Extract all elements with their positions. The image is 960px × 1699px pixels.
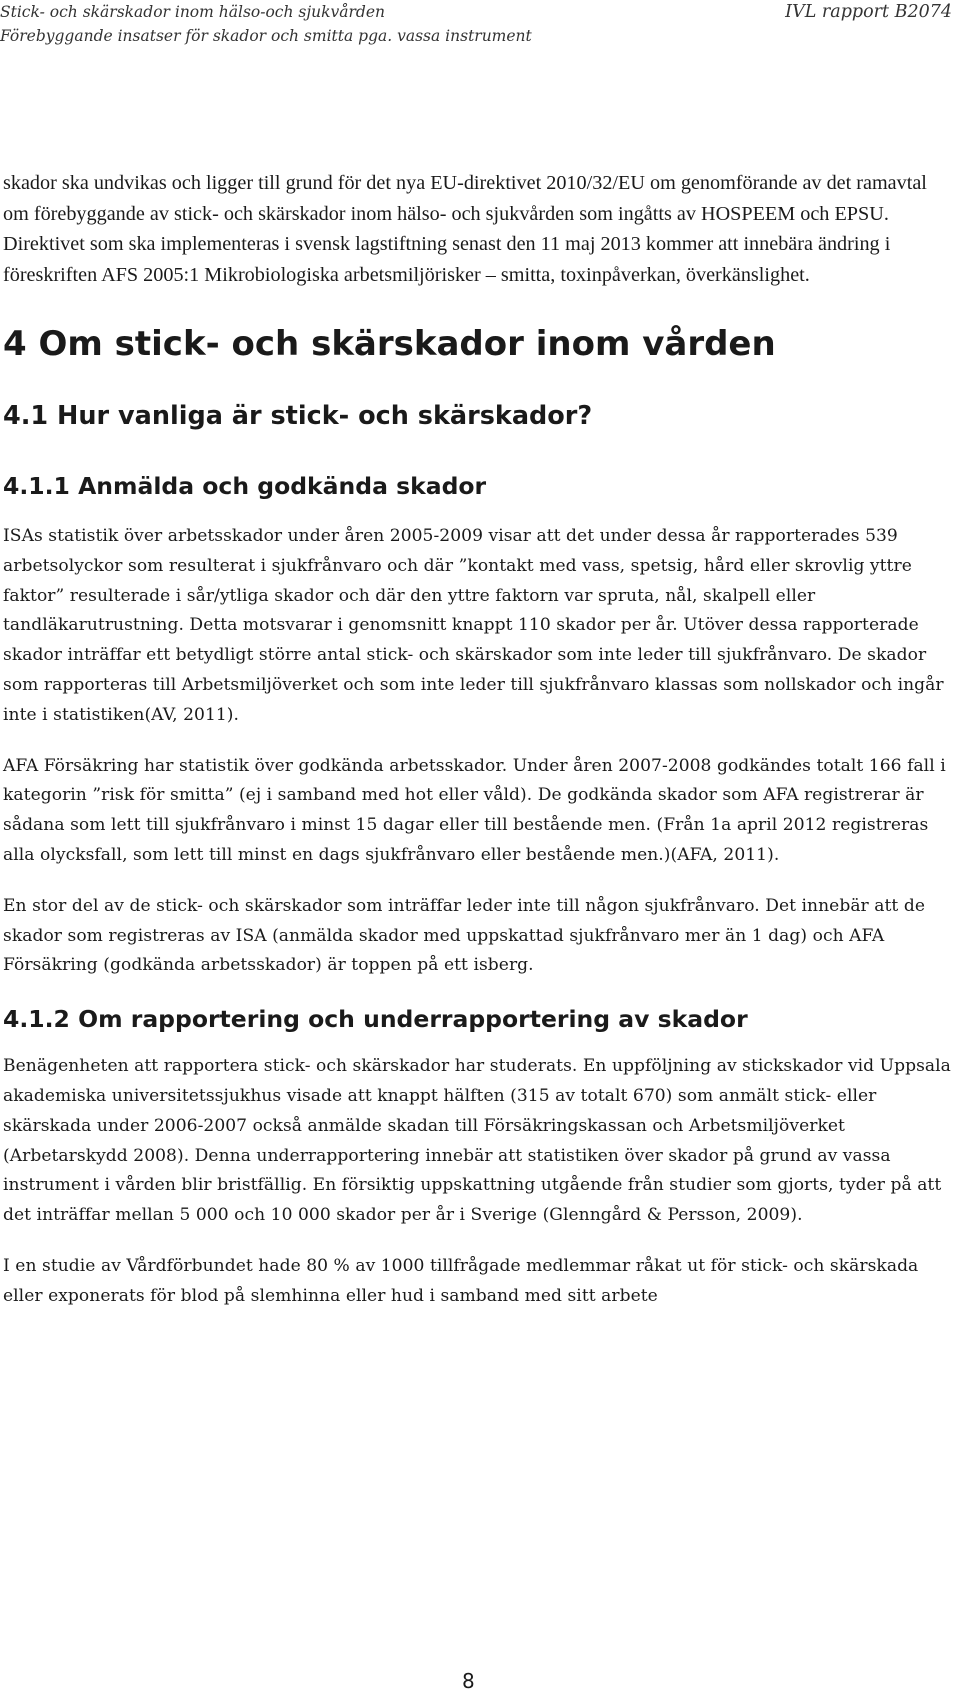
subsection-heading: 4.1.1 Anmälda och godkända skador — [3, 472, 487, 500]
intro-paragraph: skador ska undvikas och ligger till grund för det nya EU-direktivet 2010/32/EU om genomförande av det ramavtal om förebyggande av stick- och skärskador inom hälso- och sjukvården som ingåtts av HOSPEEM och EPSU. Direktivet som ska implementeras i svensk lagstiftning senast den 11 maj 2013 kommer att innebära ändring i föreskriften AFS 2005:1 Mikrobiologiska arbetsmiljörisker – smitta, toxinpåverkan, överkänslighet. — [3, 172, 927, 286]
vardforbundet-paragraph: I en studie av Vårdförbundet hade 80 % av 1000 tillfrågade medlemmar råkat ut för stick- och skärskada eller exponerats för blod på slemhinna eller hud i samband med sitt arbete — [3, 1255, 919, 1306]
isa-statistics-paragraph: ISAs statistik över arbetsskador under åren 2005-2009 visar att det under dessa år rapporterades 539 arbetsolyckor som resulterat i sjukfrånvaro och där ”kontakt med vass, spetsig, hård eller skrovlig yttre faktor” resulterade i sår/ytliga skador och där den yttre faktorn var spruta, nål, skalpell eller tandläkarutrustning. Detta motsvarar i genomsnitt knappt 110 skador per år. Utöver dessa rapporterade skador inträffar ett betydligt större antal stick- och skärskador som inte leder till sjukfrånvaro. De skador som rapporteras till Arbetsmiljöverket och som inte leder till sjukfrånvaro klassas som nollskador och ingår inte i statistiken(AV, 2011). — [3, 526, 944, 725]
chapter-heading: 4 Om stick- och skärskador inom vården — [3, 324, 776, 364]
header-report-subtitle: Förebyggande insatser för skador och smitta pga. vassa instrument — [0, 27, 532, 45]
iceberg-paragraph: En stor del av de stick- och skärskador som inträffar leder inte till någon sjukfrånvaro. Det innebär att de skador som registreras av ISA (anmälda skador med uppskattad sjukfrånvaro mer än 1 dag) och AFA Försäkring (godkända arbetsskador) är toppen på ett isberg. — [3, 895, 925, 976]
subsection-heading: 4.1.2 Om rapportering och underrapportering av skador — [3, 1005, 748, 1034]
running-header — [0, 0, 532, 48]
header-report-title: Stick- och skärskador inom hälso-och sjukvården — [0, 3, 386, 21]
section-heading: 4.1 Hur vanliga är stick- och skärskador? — [3, 401, 593, 431]
afa-statistics-paragraph: AFA Försäkring har statistik över godkända arbetsskador. Under åren 2007-2008 godkändes totalt 166 fall i kategorin ”risk för smitta” (ej i samband med hot eller våld). De godkända skador som AFA registrerar är sådana som lett till sjukfrånvaro i minst 15 dagar eller till bestående men. (Från 1a april 2012 registreras alla olycksfall, som lett till minst en dags sjukfrånvaro eller bestående men.)(AFA, 2011). — [3, 755, 946, 865]
page-body — [3, 168, 953, 1312]
page-number: 8 — [462, 1669, 475, 1693]
reporting-paragraph: Benägenheten att rapportera stick- och skärskador har studerats. En uppföljning av stickskador vid Uppsala akademiska universitetssjukhus visade att knappt hälften (315 av totalt 670) som anmält stick- eller skärskada under 2006-2007 också anmälde skadan till Försäkringskassan och Arbetsmiljöverket (Arbetarskydd 2008). Denna underrapportering innebär att statistiken över skador på grund av vassa instrument i vården blir bristfällig. En försiktig uppskattning utgående från studier som gjorts, tyder på att det inträffar mellan 5 000 och 10 000 skador per år i Sverige (Glenngård & Persson, 2009). — [3, 1056, 951, 1226]
header-report-number: IVL rapport B2074 — [785, 2, 952, 22]
